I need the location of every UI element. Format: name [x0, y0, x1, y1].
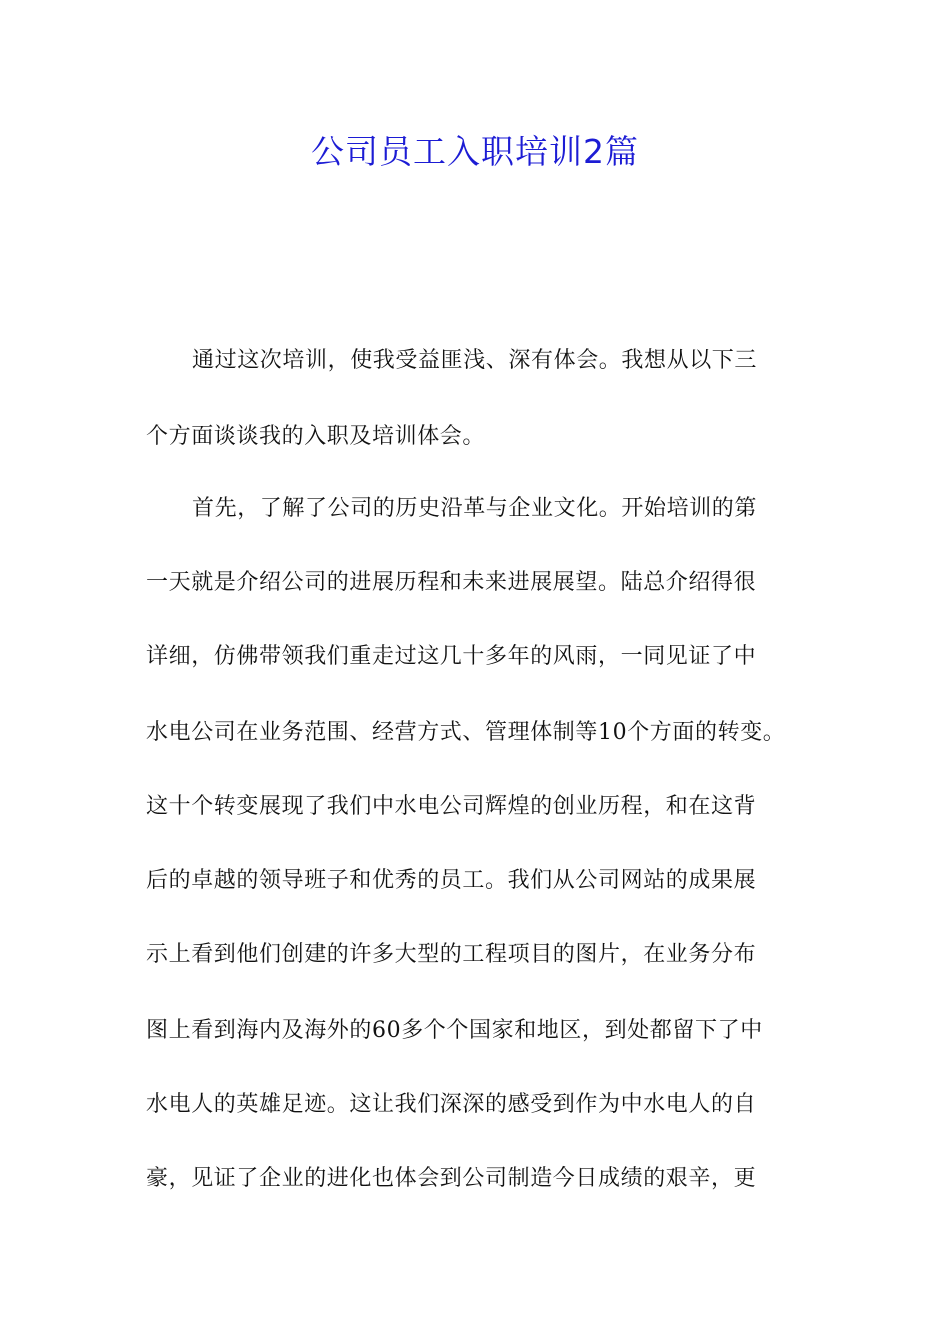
paragraph-2-line-2: 一天就是介绍公司的进展历程和未来进展展望。陆总介绍得很 [146, 570, 757, 595]
paragraph-2-line-5: 这十个转变展现了我们中水电公司辉煌的创业历程，和在这背 [146, 794, 757, 819]
paragraph-1-line-1: 通过这次培训，使我受益匪浅、深有体会。我想从以下三 [192, 348, 758, 373]
paragraph-2-line-10: 豪，见证了企业的进化也体会到公司制造今日成绩的艰辛，更 [146, 1166, 757, 1191]
paragraph-2-line-9: 水电人的英雄足迹。这让我们深深的感受到作为中水电人的自 [146, 1092, 757, 1117]
paragraph-1-line-2: 个方面谈谈我的入职及培训体会。 [146, 424, 486, 449]
paragraph-2-line-1: 首先，了解了公司的历史沿革与企业文化。开始培训的第 [192, 496, 758, 521]
document-title: 公司员工入职培训2篇 [311, 132, 639, 171]
paragraph-2-line-7: 示上看到他们创建的许多大型的工程项目的图片，在业务分布 [146, 942, 757, 967]
paragraph-2-line-3: 详细，仿佛带领我们重走过这几十多年的风雨，一同见证了中 [146, 644, 757, 669]
paragraph-2-line-4: 水电公司在业务范围、经营方式、管理体制等10个方面的转变。 [146, 720, 786, 745]
paragraph-2-line-6: 后的卓越的领导班子和优秀的员工。我们从公司网站的成果展 [146, 868, 757, 893]
paragraph-2-line-8: 图上看到海内及海外的60多个个国家和地区，到处都留下了中 [146, 1018, 763, 1043]
